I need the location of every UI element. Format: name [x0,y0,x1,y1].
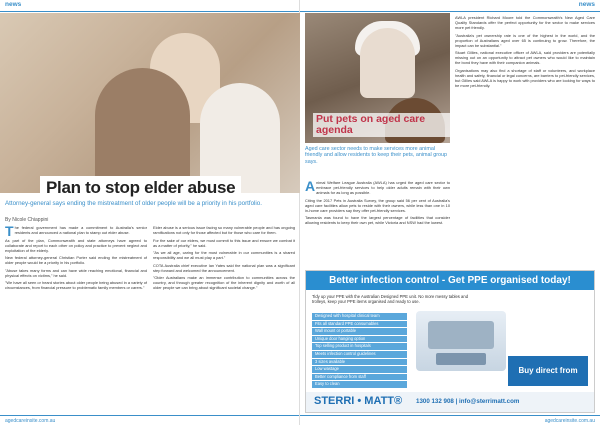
right-header-bar [300,0,600,12]
left-footer [0,415,299,425]
body-text: he federal government has made a commitment to Australia's senior residents and announced a national plan to stamp out elder abuse. [14,225,147,235]
article-column-2 [153,225,295,293]
body-paragraph: Elder abuse is a serious issue facing so many vulnerable people and has ongoing ramifications not only for those affected but for those who care for them. [153,225,295,235]
body-paragraph: "Abuse takes many forms and can have wide reaching emotional, financial and physical effects on victims," he said. [5,267,147,278]
article-body [5,225,295,293]
body-paragraph [5,223,147,239]
body-paragraph: Organisations may also find a shortage of staff or volunteers, and workplace health and safety, financial or legal concerns, are barriers to pet-friendly services, but Gillies said AWLA is happy to work with providers who are looking for ways to be more pet-friendly. [455,67,595,88]
body-paragraph: COTA Australia chief executive Ian Yates said the national plan was a significant step forward and welcomed the announcement. [153,262,295,273]
body-paragraph: Citing the 2017 Pets in Australia Survey, the group said 56 per cent of Australia's aged care facilities allow pets to reside with their owners, while less than one in 10 in-home care providers say they offer pet-friendly services. [305,197,450,213]
brand-logo: STERRI • MATT® [314,395,403,407]
ad-feature-item: Wall mount or portable [312,328,407,335]
right-page [300,0,600,425]
body-paragraph: AWLA president Richard Moore told the Commonwealth's New Aged Care Quality Standards offer the perfect opportunity for the sector to make services more pet friendly. [455,15,595,30]
body-text: nimal Welfare League Australia (AWLA) has urged the aged care sector to embrace pet-friendly services to help older adults remain with their own animals for as long as possible. [316,180,450,195]
page-label: agedcareinsite.com.au [5,418,56,424]
drop-cap: A [305,178,316,194]
right-footer [300,415,600,425]
drop-cap: T [5,223,14,239]
body-paragraph: Stuart Gillies, national executive officer of AWLA, said providers are potentially missing out on an opportunity to attract pet owners who would like to maintain the bond they have with their companion animals. [455,50,595,65]
ad-feature-item: Unique door hanging option [312,336,407,343]
body-paragraph: New federal attorney-general Christian Porter said ending the mistreatment of older people would be a priority in his portfolio. [5,255,147,265]
body-paragraph: Tasmania was found to have the largest percentage of facilities that consider allowing residents to keep their own pet, while Victoria and NSW had the lowest. [305,215,450,225]
device-shape [428,321,494,349]
article-column-1 [5,225,147,293]
buy-direct-badge[interactable]: Buy direct from [508,356,588,386]
page-label: agedcareinsite.com.au [544,418,595,424]
pets-column-right [455,15,595,90]
pets-column-left [305,180,450,228]
advertisement[interactable] [305,270,595,413]
ad-feature-item: Fits all standard PPE consumables [312,321,407,328]
pets-image [305,13,450,143]
ad-feature-item: Meets infection control guidelines [312,351,407,358]
device-shape [436,353,486,365]
section-tag: news [578,1,595,8]
left-header-bar [0,0,299,12]
article-headline: Plan to stop elder abuse [40,176,241,200]
body-paragraph: "As we all age, caring for the most vulnerable in our communities is a shared responsibility and we all must play a part." [153,250,295,260]
body-paragraph: For the sake of our elders, we must commit to this issue and ensure we combat it as a matter of priority," he said. [153,237,295,248]
ad-feature-item: Better compliance from staff [312,374,407,381]
ad-contact[interactable]: 1300 132 908 | info@sterrimatt.com [416,398,520,405]
ad-feature-item: 3 sizes available [312,359,407,366]
ppe-unit-image [416,311,506,371]
ad-headline: Better infection control - Get PPE organised today! [306,271,594,290]
ad-feature-item: Low wastage [312,366,407,373]
pets-headline: Put pets on aged care agenda [313,113,450,137]
ad-feature-list [312,313,407,389]
body-paragraph: "We have all seen or heard stories about older people being abused in a variety of circumstances, from financial pressure to problematic family members or carers." [5,280,147,290]
body-paragraph: "Australia's pet ownership rate is one of the highest in the world, and the proportion of Australians aged over 65 is continuing to grow. Therefore, the impact can be substantial." [455,32,595,48]
ad-feature-item: Top selling product in hospitals [312,343,407,350]
ad-feature-item: Designed with hospital clinical team [312,313,407,320]
body-paragraph: As part of the plan, Commonwealth and state attorneys have agreed to collaborate and report to each other on policy and practice to prevent neglect and exploitation of the elderly. [5,237,147,253]
pets-standfirst: Aged care sector needs to make services more animal friendly and allow residents to keep their pets, animal group says. [305,146,448,165]
ad-intro-text: Tidy up your PPE with the Australian Designed PPE unit. No more messy tables and trolleys, keep your PPE items organised and ready to use. [312,294,469,305]
body-paragraph [305,180,450,195]
ad-feature-item: Easy to clean [312,381,407,388]
article-byline: By Nicole Chiappini [5,217,49,223]
hero-figure [95,68,190,188]
article-standfirst: Attorney-general says ending the mistreatment of older people will be a priority in his portfolio. [5,200,262,207]
section-tag: news [5,1,22,8]
ad-footer [306,392,594,412]
body-paragraph: "Older Australians make an immense contribution to communities across the country, and through greater recognition of the inherent dignity and worth of all older people we can bring about significant societal change." [153,275,295,290]
hero-image [0,13,300,193]
photo-shape [360,28,415,98]
